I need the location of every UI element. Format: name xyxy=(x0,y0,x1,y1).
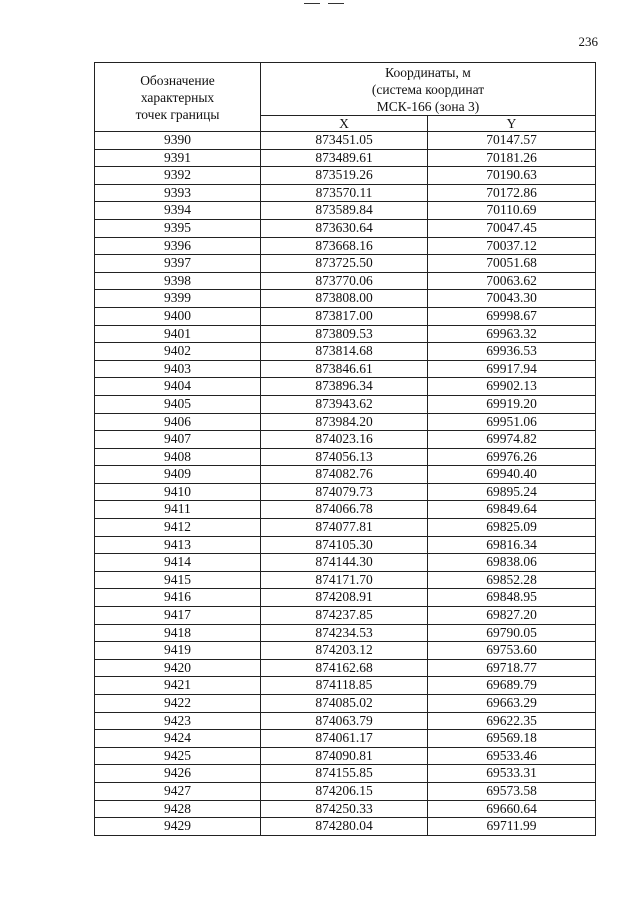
table-row xyxy=(95,202,596,220)
x-coordinate-cell: 874280.04 xyxy=(261,818,428,836)
x-coordinate-cell: 874023.16 xyxy=(261,431,428,449)
y-coordinate-cell: 70172.86 xyxy=(428,184,596,202)
point-id-cell: 9425 xyxy=(95,747,261,765)
y-coordinate-cell: 69917.94 xyxy=(428,360,596,378)
point-id-cell: 9399 xyxy=(95,290,261,308)
point-id-cell: 9405 xyxy=(95,395,261,413)
table-row xyxy=(95,413,596,431)
table-row xyxy=(95,395,596,413)
y-coordinate-cell: 70063.62 xyxy=(428,272,596,290)
x-coordinate-cell: 873630.64 xyxy=(261,219,428,237)
y-coordinate-cell: 70051.68 xyxy=(428,255,596,273)
y-coordinate-cell: 69849.64 xyxy=(428,501,596,519)
coordinates-column-header xyxy=(261,63,596,116)
table-row xyxy=(95,466,596,484)
x-coordinate-cell: 874082.76 xyxy=(261,466,428,484)
point-id-cell: 9416 xyxy=(95,589,261,607)
y-coordinate-cell: 70047.45 xyxy=(428,219,596,237)
point-id-cell: 9414 xyxy=(95,554,261,572)
x-coordinate-cell: 873770.06 xyxy=(261,272,428,290)
y-coordinate-cell: 70190.63 xyxy=(428,167,596,185)
y-coordinate-cell: 69936.53 xyxy=(428,343,596,361)
x-coordinate-cell: 873809.53 xyxy=(261,325,428,343)
point-id-cell: 9392 xyxy=(95,167,261,185)
y-coordinate-cell: 69569.18 xyxy=(428,730,596,748)
x-coordinate-cell: 873817.00 xyxy=(261,307,428,325)
point-id-cell: 9418 xyxy=(95,624,261,642)
y-coordinate-cell: 69533.46 xyxy=(428,747,596,765)
x-coordinate-cell: 874077.81 xyxy=(261,519,428,537)
x-coordinate-cell: 874079.73 xyxy=(261,483,428,501)
point-header-line: характерных xyxy=(140,89,215,105)
point-id-cell: 9427 xyxy=(95,782,261,800)
table-row xyxy=(95,149,596,167)
table-row xyxy=(95,431,596,449)
y-coordinate-cell: 69573.58 xyxy=(428,782,596,800)
x-coordinate-cell: 874203.12 xyxy=(261,642,428,660)
x-coordinate-cell: 874144.30 xyxy=(261,554,428,572)
y-coordinate-cell: 69622.35 xyxy=(428,712,596,730)
point-column-header xyxy=(95,63,261,132)
point-id-cell: 9409 xyxy=(95,466,261,484)
table-row xyxy=(95,219,596,237)
y-coordinate-cell: 70043.30 xyxy=(428,290,596,308)
scan-marks xyxy=(300,0,350,6)
table-row xyxy=(95,589,596,607)
point-id-cell: 9428 xyxy=(95,800,261,818)
table-row xyxy=(95,307,596,325)
point-id-cell: 9390 xyxy=(95,132,261,150)
y-coordinate-cell: 70147.57 xyxy=(428,132,596,150)
y-coordinate-cell: 69998.67 xyxy=(428,307,596,325)
point-id-cell: 9404 xyxy=(95,378,261,396)
point-id-cell: 9395 xyxy=(95,219,261,237)
point-id-cell: 9420 xyxy=(95,659,261,677)
y-column-header: Y xyxy=(428,116,596,132)
table-row xyxy=(95,325,596,343)
x-coordinate-cell: 873725.50 xyxy=(261,255,428,273)
point-id-cell: 9424 xyxy=(95,730,261,748)
table-row xyxy=(95,607,596,625)
table-row xyxy=(95,272,596,290)
y-coordinate-cell: 69940.40 xyxy=(428,466,596,484)
x-coordinate-cell: 873451.05 xyxy=(261,132,428,150)
point-id-cell: 9398 xyxy=(95,272,261,290)
y-coordinate-cell: 69790.05 xyxy=(428,624,596,642)
x-coordinate-cell: 874085.02 xyxy=(261,695,428,713)
point-id-cell: 9406 xyxy=(95,413,261,431)
table-row xyxy=(95,132,596,150)
x-coordinate-cell: 873943.62 xyxy=(261,395,428,413)
point-id-cell: 9413 xyxy=(95,536,261,554)
y-coordinate-cell: 69895.24 xyxy=(428,483,596,501)
table-row xyxy=(95,378,596,396)
page-number: 236 xyxy=(578,34,598,49)
table-row xyxy=(95,360,596,378)
table-row xyxy=(95,747,596,765)
x-coordinate-cell: 873808.00 xyxy=(261,290,428,308)
x-coordinate-cell: 873589.84 xyxy=(261,202,428,220)
point-id-cell: 9419 xyxy=(95,642,261,660)
y-coordinate-cell: 69825.09 xyxy=(428,519,596,537)
table-row xyxy=(95,730,596,748)
table-row xyxy=(95,483,596,501)
x-coordinate-cell: 873814.68 xyxy=(261,343,428,361)
y-coordinate-cell: 69976.26 xyxy=(428,448,596,466)
point-id-cell: 9407 xyxy=(95,431,261,449)
x-column-header: X xyxy=(261,116,428,132)
x-coordinate-cell: 874090.81 xyxy=(261,747,428,765)
point-header-line: Обозначение xyxy=(140,72,215,88)
table-row xyxy=(95,818,596,836)
table-row xyxy=(95,800,596,818)
coords-header-line: МСК-166 (зона 3) xyxy=(376,98,480,114)
point-id-cell: 9417 xyxy=(95,607,261,625)
y-coordinate-cell: 69902.13 xyxy=(428,378,596,396)
x-coordinate-cell: 874056.13 xyxy=(261,448,428,466)
point-id-cell: 9402 xyxy=(95,343,261,361)
table-row xyxy=(95,343,596,361)
table-row xyxy=(95,659,596,677)
point-id-cell: 9401 xyxy=(95,325,261,343)
table-row xyxy=(95,448,596,466)
x-coordinate-cell: 873519.26 xyxy=(261,167,428,185)
y-coordinate-cell: 69816.34 xyxy=(428,536,596,554)
y-coordinate-cell: 69848.95 xyxy=(428,589,596,607)
x-coordinate-cell: 874066.78 xyxy=(261,501,428,519)
table-row xyxy=(95,290,596,308)
table-row xyxy=(95,501,596,519)
table-row xyxy=(95,695,596,713)
x-coordinate-cell: 874105.30 xyxy=(261,536,428,554)
y-coordinate-cell: 69718.77 xyxy=(428,659,596,677)
y-coordinate-cell: 69533.31 xyxy=(428,765,596,783)
x-coordinate-cell: 874234.53 xyxy=(261,624,428,642)
table-row xyxy=(95,554,596,572)
table-row xyxy=(95,642,596,660)
table-row xyxy=(95,237,596,255)
x-coordinate-cell: 873896.34 xyxy=(261,378,428,396)
y-coordinate-cell: 69689.79 xyxy=(428,677,596,695)
point-id-cell: 9391 xyxy=(95,149,261,167)
x-coordinate-cell: 873984.20 xyxy=(261,413,428,431)
x-coordinate-cell: 874208.91 xyxy=(261,589,428,607)
table-row xyxy=(95,712,596,730)
y-coordinate-cell: 69838.06 xyxy=(428,554,596,572)
y-coordinate-cell: 70181.26 xyxy=(428,149,596,167)
y-coordinate-cell: 69951.06 xyxy=(428,413,596,431)
x-coordinate-cell: 874237.85 xyxy=(261,607,428,625)
point-header-line: точек границы xyxy=(135,106,220,122)
y-coordinate-cell: 69919.20 xyxy=(428,395,596,413)
point-id-cell: 9426 xyxy=(95,765,261,783)
point-id-cell: 9403 xyxy=(95,360,261,378)
table-row xyxy=(95,677,596,695)
y-coordinate-cell: 70037.12 xyxy=(428,237,596,255)
point-id-cell: 9396 xyxy=(95,237,261,255)
x-coordinate-cell: 874063.79 xyxy=(261,712,428,730)
coordinates-table xyxy=(94,62,596,836)
point-id-cell: 9421 xyxy=(95,677,261,695)
x-coordinate-cell: 873570.11 xyxy=(261,184,428,202)
point-id-cell: 9411 xyxy=(95,501,261,519)
point-id-cell: 9393 xyxy=(95,184,261,202)
x-coordinate-cell: 874061.17 xyxy=(261,730,428,748)
point-id-cell: 9394 xyxy=(95,202,261,220)
x-coordinate-cell: 873489.61 xyxy=(261,149,428,167)
y-coordinate-cell: 69753.60 xyxy=(428,642,596,660)
y-coordinate-cell: 69963.32 xyxy=(428,325,596,343)
table-row xyxy=(95,765,596,783)
y-coordinate-cell: 69660.64 xyxy=(428,800,596,818)
coords-header-line: Координаты, м xyxy=(385,64,471,80)
point-id-cell: 9422 xyxy=(95,695,261,713)
point-id-cell: 9410 xyxy=(95,483,261,501)
x-coordinate-cell: 874162.68 xyxy=(261,659,428,677)
x-coordinate-cell: 873668.16 xyxy=(261,237,428,255)
x-coordinate-cell: 874171.70 xyxy=(261,571,428,589)
x-coordinate-cell: 874250.33 xyxy=(261,800,428,818)
y-coordinate-cell: 69663.29 xyxy=(428,695,596,713)
point-id-cell: 9415 xyxy=(95,571,261,589)
x-coordinate-cell: 874118.85 xyxy=(261,677,428,695)
point-id-cell: 9408 xyxy=(95,448,261,466)
coords-header-line: (система координат xyxy=(371,81,485,97)
table-row xyxy=(95,624,596,642)
table-row xyxy=(95,536,596,554)
y-coordinate-cell: 70110.69 xyxy=(428,202,596,220)
x-coordinate-cell: 874155.85 xyxy=(261,765,428,783)
table-row xyxy=(95,167,596,185)
y-coordinate-cell: 69974.82 xyxy=(428,431,596,449)
table-row xyxy=(95,782,596,800)
point-id-cell: 9429 xyxy=(95,818,261,836)
x-coordinate-cell: 873846.61 xyxy=(261,360,428,378)
table-row xyxy=(95,255,596,273)
point-id-cell: 9423 xyxy=(95,712,261,730)
y-coordinate-cell: 69852.28 xyxy=(428,571,596,589)
point-id-cell: 9397 xyxy=(95,255,261,273)
point-id-cell: 9412 xyxy=(95,519,261,537)
y-coordinate-cell: 69711.99 xyxy=(428,818,596,836)
point-id-cell: 9400 xyxy=(95,307,261,325)
table-row xyxy=(95,184,596,202)
table-row xyxy=(95,571,596,589)
x-coordinate-cell: 874206.15 xyxy=(261,782,428,800)
table-body xyxy=(95,132,596,836)
y-coordinate-cell: 69827.20 xyxy=(428,607,596,625)
table-row xyxy=(95,519,596,537)
